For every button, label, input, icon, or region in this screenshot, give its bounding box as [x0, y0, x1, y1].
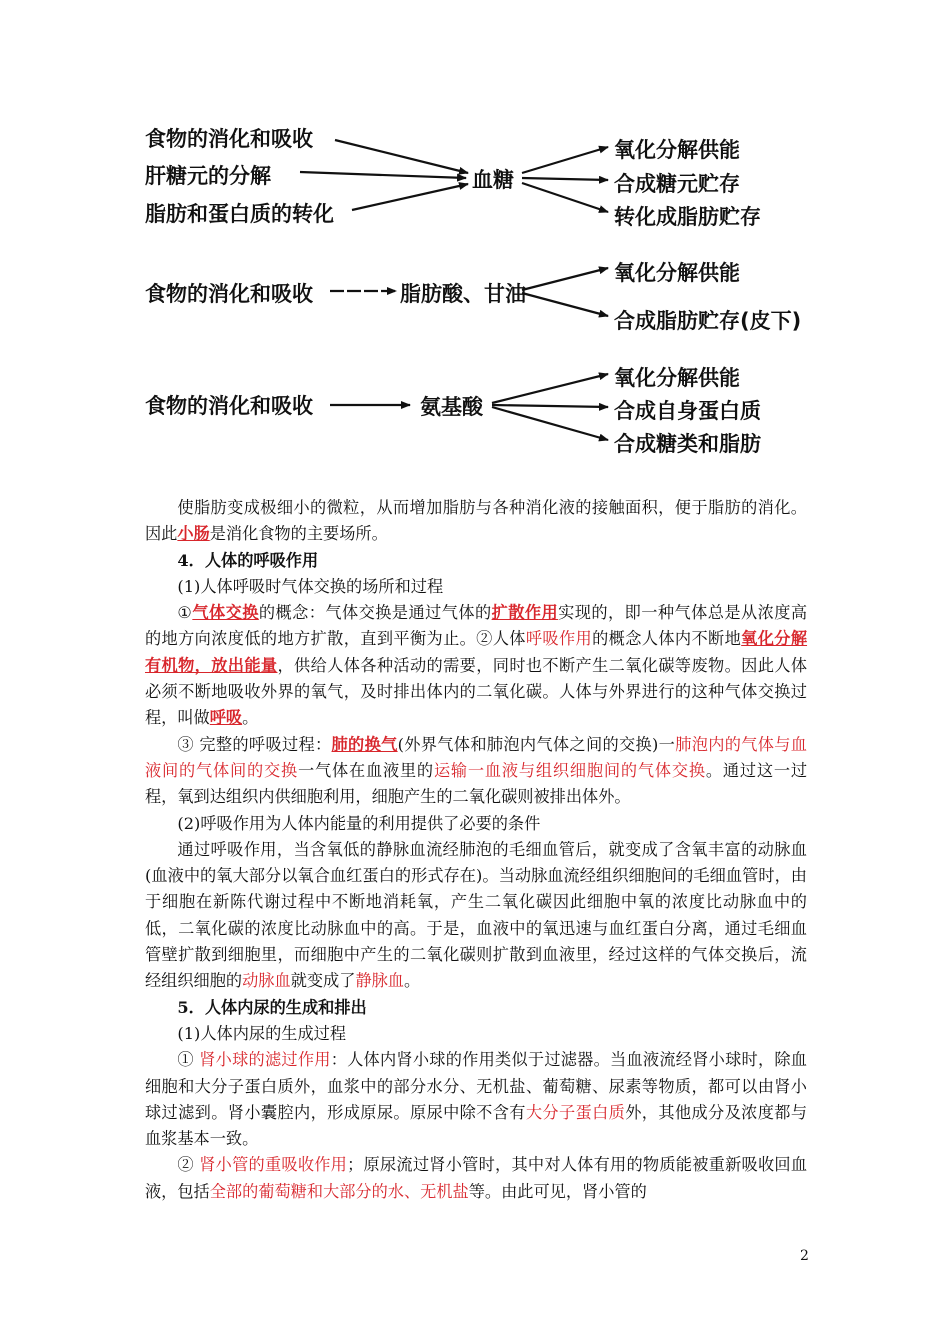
arrow [522, 178, 608, 180]
arrow [300, 172, 466, 178]
keyword: 全部的葡萄糖和大部分的水、无机盐 [209, 1181, 469, 1201]
keyword: 呼吸作用 [525, 629, 593, 649]
diagram1-output-2: 合成糖元贮存 [614, 172, 740, 196]
diagram1-output-1: 氧化分解供能 [614, 138, 740, 162]
body-text [145, 495, 807, 1205]
paragraph: ② 肾小管的重吸收作用；原尿流过肾小管时，其中对人体有用的物质能被重新吸收回血液，包括全部的葡萄糖和大部分的水、无机盐等。由此可见，肾小管的 [145, 1155, 808, 1201]
keyword: 大分子蛋白质 [525, 1102, 626, 1122]
diagram2-output-2: 合成脂肪贮存(皮下) [614, 309, 802, 333]
diagram3-center: 氨基酸 [420, 395, 483, 419]
diagram1-source-1: 食物的消化和吸收 [145, 127, 313, 151]
keyword: 动脉血 [242, 971, 291, 991]
diagram3-output-1: 氧化分解供能 [614, 366, 740, 390]
paragraph: ①气体交换的概念：气体交换是通过气体的扩散作用实现的，即一种气体总是从浓度高的地方向浓度低的地方扩散，直到平衡为止。②人体呼吸作用的概念人体内不断地氧化分解有机物，放出能量，供给人体各种活动的需要，同时也不断产生二氧化碳等废物。因此人体必须不断地吸收外界的氧气，及时排出体内的二氧化碳。人体与外界进行的这种气体交换过程，叫做呼吸。 [145, 603, 808, 728]
arrow [492, 374, 608, 403]
keyword: 肾小管的重吸收作用 [199, 1155, 348, 1175]
arrow [492, 405, 608, 407]
section-heading-4: 4．人体的呼吸作用 [177, 550, 319, 570]
keyword: 小肠 [177, 524, 210, 544]
keyword: 呼吸 [209, 708, 243, 728]
arrow [522, 183, 608, 212]
subheading: (1)人体内尿的生成过程 [177, 1023, 347, 1043]
subheading: (1)人体呼吸时气体交换的场所和过程 [177, 576, 444, 596]
keyword: 静脉血 [355, 971, 404, 991]
diagram1-source-3: 脂肪和蛋白质的转化 [145, 202, 334, 226]
paragraph: ③ 完整的呼吸过程：肺的换气(外界气体和肺泡内气体之间的交换)一肺泡内的气体与血液间的气体间的交换一气体在血液里的运输一血液与组织细胞间的气体交换。通过这一过程，氧到达组织内供细胞利用，细胞产生的二氧化碳则被排出体外。 [145, 734, 808, 807]
page-number: 2 [800, 1248, 809, 1264]
paragraph: 使脂肪变成极细小的微粒，从而增加脂肪与各种消化液的接触面积，便于脂肪的消化。因此小肠是消化食物的主要场所。 [145, 498, 807, 544]
arrow [522, 293, 608, 316]
keyword: 肾小球的滤过作用 [199, 1050, 331, 1070]
diagram3-output-2: 合成自身蛋白质 [614, 399, 761, 423]
keyword: 扩散作用 [491, 603, 559, 623]
arrow [492, 407, 608, 440]
arrow [335, 140, 468, 173]
diagram2-source: 食物的消化和吸收 [145, 282, 313, 306]
diagram1-output-3: 转化成脂肪贮存 [614, 205, 761, 229]
arrow [522, 147, 608, 173]
keyword: 氧化分解有机物，放出能量 [145, 629, 808, 675]
paragraph: 通过呼吸作用，当含氧低的静脉血流经肺泡的毛细血管后，就变成了含氧丰富的动脉血(血液中的氧大部分以氧合血红蛋白的形式存在)。当动脉血流经组织细胞间的毛细血管时，由于细胞在新陈代谢过程中不断地消耗氧，产生二氧化碳因此细胞中氧的浓度比动脉血中的低，二氧化碳的浓度比动脉血中的高。于是，血液中的氧迅速与血红蛋白分离，通过毛细血管壁扩散到细胞里，而细胞中产生的二氧化碳则扩散到血液里，经过这样的气体交换后，流经组织细胞的动脉血就变成了静脉血。 [145, 839, 807, 991]
diagram3-source: 食物的消化和吸收 [145, 394, 313, 418]
arrow [522, 268, 608, 290]
subheading: (2)呼吸作用为人体内能量的利用提供了必要的条件 [177, 813, 541, 833]
diagram1-source-2: 肝糖元的分解 [145, 164, 271, 188]
diagram1-center: 血糖 [472, 168, 514, 192]
keyword: 气体交换 [192, 603, 259, 623]
section-heading-5: 5．人体内尿的生成和排出 [177, 997, 367, 1017]
diagram2-output-1: 氧化分解供能 [614, 261, 740, 285]
arrow [352, 184, 468, 210]
keyword: 运输一血液与组织细胞间的气体交换 [433, 760, 706, 780]
keyword: 肺泡内的气体与血液间的气体间的交换 [145, 734, 807, 780]
diagram3-output-3: 合成糖类和脂肪 [614, 432, 761, 456]
keyword: 肺的换气 [331, 734, 398, 754]
paragraph: ① 肾小球的滤过作用：人体内肾小球的作用类似于过滤器。当血液流经肾小球时，除血细胞和大分子蛋白质外，血浆中的部分水分、无机盐、葡萄糖、尿素等物质，都可以由肾小球过滤到。肾小囊腔内，形成原尿。原尿中除不含有大分子蛋白质外，其他成分及浓度都与血浆基本一致。 [145, 1050, 808, 1149]
diagram2-center: 脂肪酸、甘油 [400, 282, 526, 306]
